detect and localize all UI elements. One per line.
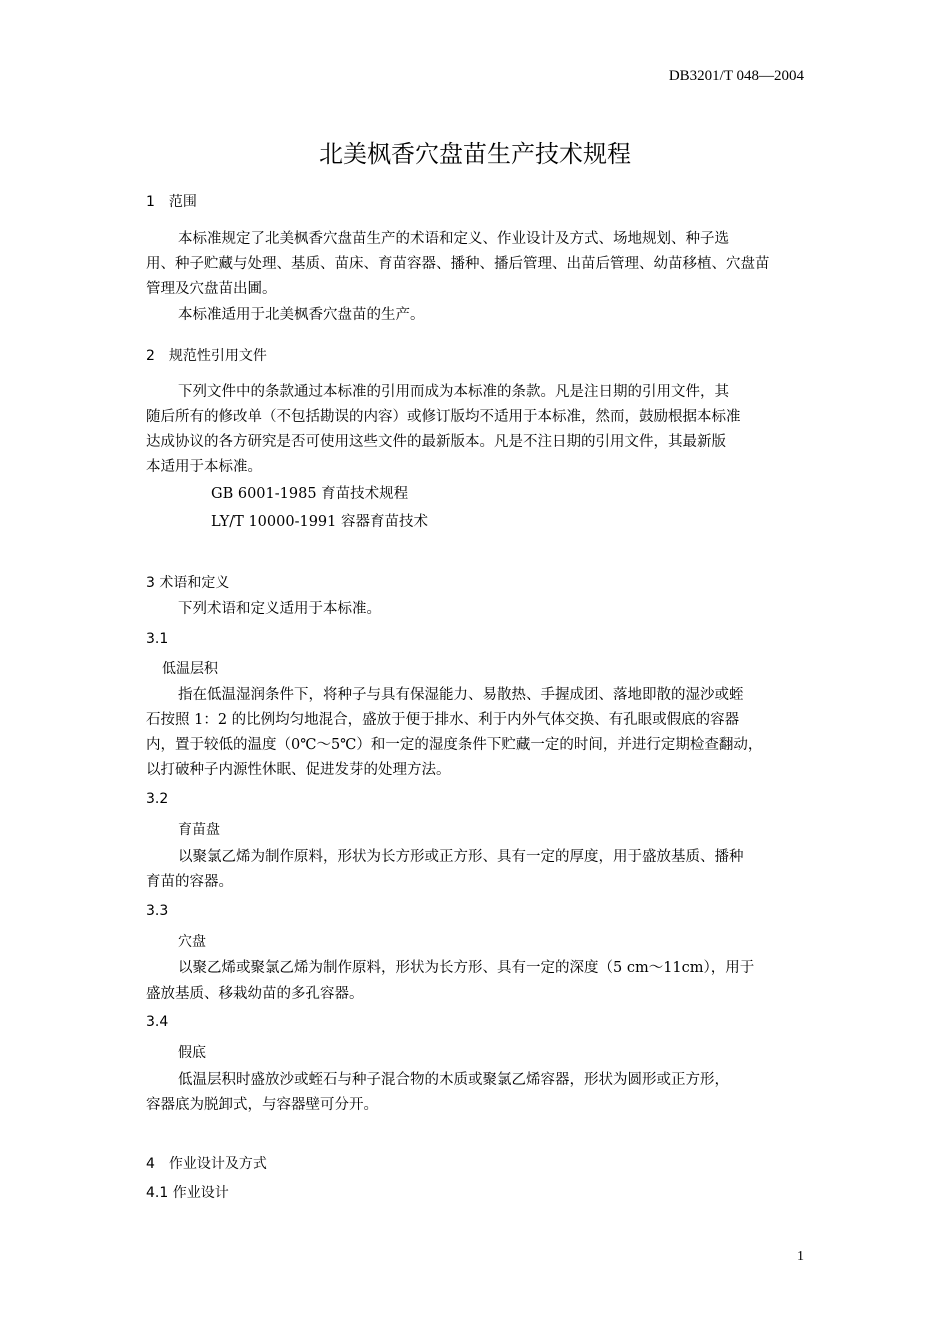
term-definition-line: 内，置于较低的温度（0℃～5℃）和一定的湿度条件下贮藏一定的时间，并进行定期检查翻动， bbox=[146, 737, 763, 753]
term-title: 穴盘 bbox=[178, 934, 206, 950]
section-1-paragraph-line: 本标准规定了北美枫香穴盘苗生产的术语和定义、作业设计及方式、场地规划、种子选 bbox=[178, 231, 729, 247]
section-1-scope-paragraph: 本标准适用于北美枫香穴盘苗的生产。 bbox=[178, 307, 425, 323]
section-1-paragraph-line: 用、种子贮藏与处理、基质、苗床、育苗容器、播种、播后管理、出苗后管理、幼苗移植、穴盘苗 bbox=[146, 256, 770, 272]
page-number: 1 bbox=[797, 1249, 804, 1264]
section-2-paragraph-line: 本适用于本标准。 bbox=[146, 459, 262, 475]
term-definition-line: 以打破种子内源性休眠、促进发芽的处理方法。 bbox=[146, 762, 451, 778]
term-number: 3.1 bbox=[146, 631, 169, 647]
section-3-intro: 下列术语和定义适用于本标准。 bbox=[178, 601, 381, 617]
term-title: 育苗盘 bbox=[178, 822, 220, 838]
page-title: 北美枫香穴盘苗生产技术规程 bbox=[319, 140, 631, 168]
section-1-paragraph-line: 管理及穴盘苗出圃。 bbox=[146, 281, 277, 297]
normative-reference: GB 6001-1985 育苗技术规程 bbox=[211, 486, 409, 502]
term-definition-line: 低温层积时盛放沙或蛭石与种子混合物的木质或聚氯乙烯容器，形状为圆形或正方形， bbox=[178, 1072, 729, 1088]
term-title: 低温层积 bbox=[162, 661, 218, 677]
term-definition-line: 以聚乙烯或聚氯乙烯为制作原料，形状为长方形、具有一定的深度（5 cm～11cm），用于 bbox=[178, 960, 755, 976]
section-1-heading: 1 范围 bbox=[146, 194, 197, 210]
section-4-heading: 4 作业设计及方式 bbox=[146, 1156, 267, 1172]
section-2-paragraph-line: 达成协议的各方研究是否可使用这些文件的最新版本。凡是不注日期的引用文件，其最新版 bbox=[146, 434, 726, 450]
term-number: 3.4 bbox=[146, 1014, 169, 1030]
normative-reference: LY/T 10000-1991 容器育苗技术 bbox=[211, 514, 428, 530]
term-definition-line: 容器底为脱卸式，与容器壁可分开。 bbox=[146, 1097, 378, 1113]
term-definition-line: 以聚氯乙烯为制作原料，形状为长方形或正方形、具有一定的厚度，用于盛放基质、播种 bbox=[178, 849, 744, 865]
term-definition-line: 指在低温湿润条件下，将种子与具有保湿能力、易散热、手握成团、落地即散的湿沙或蛭 bbox=[178, 687, 744, 703]
section-4-1-heading: 4.1 作业设计 bbox=[146, 1185, 229, 1201]
term-number: 3.2 bbox=[146, 791, 169, 807]
term-definition-line: 盛放基质、移栽幼苗的多孔容器。 bbox=[146, 986, 364, 1002]
term-title: 假底 bbox=[178, 1045, 206, 1061]
term-definition-line: 育苗的容器。 bbox=[146, 874, 233, 890]
document-id: DB3201/T 048—2004 bbox=[668, 68, 804, 84]
term-number: 3.3 bbox=[146, 903, 169, 919]
section-3-heading: 3 术语和定义 bbox=[146, 575, 230, 591]
section-2-heading: 2 规范性引用文件 bbox=[146, 348, 267, 364]
section-2-paragraph-line: 随后所有的修改单（不包括勘误的内容）或修订版均不适用于本标准，然而，鼓励根据本标准 bbox=[146, 409, 741, 425]
section-2-paragraph-line: 下列文件中的条款通过本标准的引用而成为本标准的条款。凡是注日期的引用文件，其 bbox=[178, 384, 729, 400]
term-definition-line: 石按照 1：2 的比例均匀地混合，盛放于便于排水、利于内外气体交换、有孔眼或假底的容器 bbox=[146, 712, 740, 728]
